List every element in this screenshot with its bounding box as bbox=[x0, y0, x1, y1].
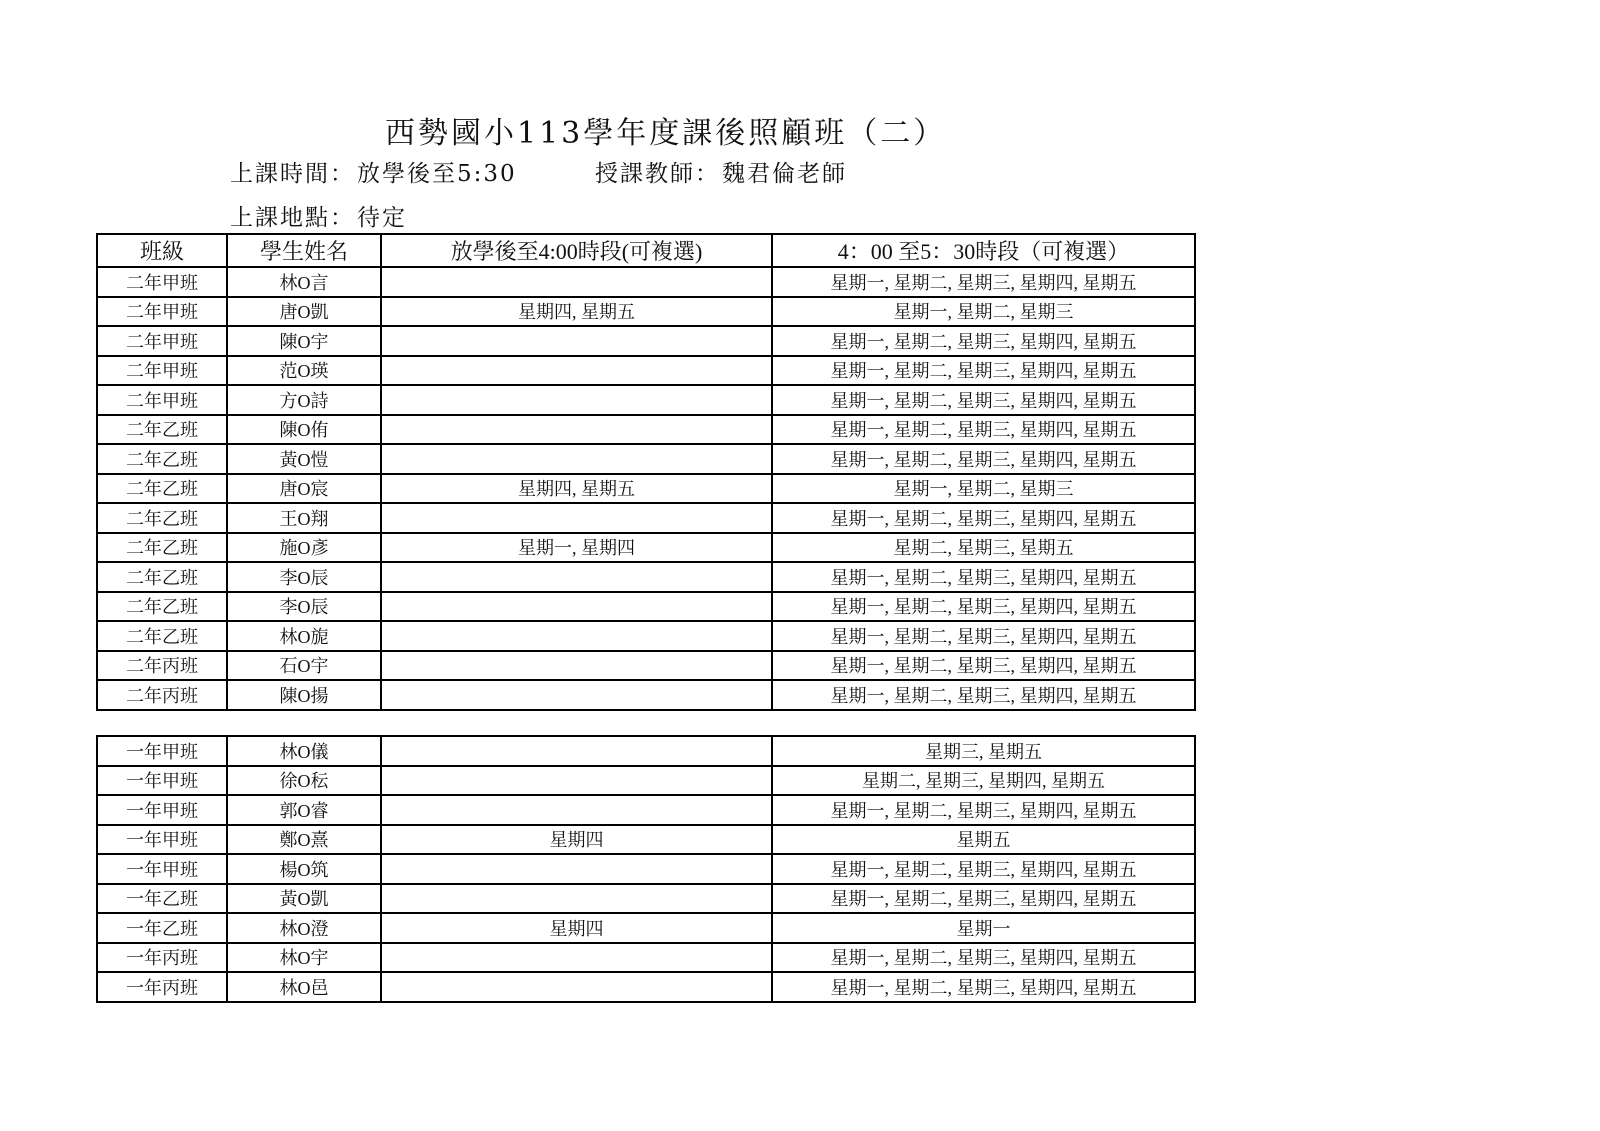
class-time-info bbox=[230, 155, 517, 188]
student-name-cell: 唐O凱 bbox=[227, 297, 381, 327]
slot-until-4-cell bbox=[381, 854, 772, 884]
student-name-cell: 林O澄 bbox=[227, 913, 381, 943]
student-name-cell: 黃O愷 bbox=[227, 444, 381, 474]
class-cell: 一年甲班 bbox=[97, 825, 227, 855]
teacher-info bbox=[595, 155, 847, 188]
class-cell: 二年乙班 bbox=[97, 444, 227, 474]
table-row bbox=[97, 267, 1195, 297]
class-cell: 二年乙班 bbox=[97, 592, 227, 622]
slot-until-4-cell bbox=[381, 972, 772, 1002]
table-row bbox=[97, 972, 1195, 1002]
class-cell: 二年甲班 bbox=[97, 385, 227, 415]
class-cell: 二年甲班 bbox=[97, 267, 227, 297]
student-name-cell: 石O宇 bbox=[227, 651, 381, 681]
slot-4-to-530-cell: 星期一, 星期二, 星期三, 星期四, 星期五 bbox=[772, 943, 1195, 973]
class-time-value: 放學後至5:30 bbox=[357, 161, 517, 187]
student-name-cell: 范O瑛 bbox=[227, 356, 381, 386]
table-row bbox=[97, 913, 1195, 943]
class-cell: 一年乙班 bbox=[97, 884, 227, 914]
class-cell: 二年丙班 bbox=[97, 680, 227, 710]
student-name-cell: 唐O宸 bbox=[227, 474, 381, 504]
table-row bbox=[97, 415, 1195, 445]
slot-4-to-530-cell: 星期一, 星期二, 星期三, 星期四, 星期五 bbox=[772, 621, 1195, 651]
table-row bbox=[97, 766, 1195, 796]
slot-4-to-530-cell: 星期一, 星期二, 星期三, 星期四, 星期五 bbox=[772, 326, 1195, 356]
student-name-cell: 林O言 bbox=[227, 267, 381, 297]
class-cell: 一年甲班 bbox=[97, 766, 227, 796]
slot-until-4-cell: 星期一, 星期四 bbox=[381, 533, 772, 563]
location-label: 上課地點： bbox=[230, 205, 355, 231]
slot-until-4-cell bbox=[381, 766, 772, 796]
class-cell: 二年乙班 bbox=[97, 562, 227, 592]
table-row bbox=[97, 943, 1195, 973]
slot-4-to-530-cell: 星期一, 星期二, 星期三, 星期四, 星期五 bbox=[772, 651, 1195, 681]
slot-until-4-cell bbox=[381, 795, 772, 825]
grade1-roster-table bbox=[96, 735, 1196, 1003]
teacher-value: 魏君倫老師 bbox=[722, 161, 847, 187]
student-name-cell: 林O旎 bbox=[227, 621, 381, 651]
student-name-cell: 林O儀 bbox=[227, 736, 381, 766]
slot-4-to-530-cell: 星期五 bbox=[772, 825, 1195, 855]
teacher-label: 授課教師： bbox=[595, 161, 720, 187]
slot-until-4-cell bbox=[381, 680, 772, 710]
slot-4-to-530-cell: 星期一, 星期二, 星期三, 星期四, 星期五 bbox=[772, 356, 1195, 386]
table-row bbox=[97, 825, 1195, 855]
location-value: 待定 bbox=[357, 205, 407, 231]
student-name-cell: 林O邑 bbox=[227, 972, 381, 1002]
slot-4-to-530-cell: 星期一, 星期二, 星期三, 星期四, 星期五 bbox=[772, 680, 1195, 710]
class-cell: 二年乙班 bbox=[97, 415, 227, 445]
table-row bbox=[97, 680, 1195, 710]
student-name-cell: 陳O宇 bbox=[227, 326, 381, 356]
slot-4-to-530-cell: 星期一, 星期二, 星期三, 星期四, 星期五 bbox=[772, 415, 1195, 445]
student-name-cell: 徐O秐 bbox=[227, 766, 381, 796]
class-cell: 二年甲班 bbox=[97, 356, 227, 386]
student-name-cell: 李O辰 bbox=[227, 592, 381, 622]
student-name-cell: 王O翔 bbox=[227, 503, 381, 533]
student-name-cell: 林O宇 bbox=[227, 943, 381, 973]
class-cell: 二年乙班 bbox=[97, 533, 227, 563]
student-name-cell: 黃O凱 bbox=[227, 884, 381, 914]
slot-4-to-530-cell: 星期一, 星期二, 星期三 bbox=[772, 297, 1195, 327]
table-row bbox=[97, 562, 1195, 592]
class-cell: 一年甲班 bbox=[97, 795, 227, 825]
student-name-cell: 鄭O熹 bbox=[227, 825, 381, 855]
slot-4-to-530-cell: 星期一, 星期二, 星期三, 星期四, 星期五 bbox=[772, 592, 1195, 622]
slot-4-to-530-cell: 星期二, 星期三, 星期五 bbox=[772, 533, 1195, 563]
slot-until-4-cell bbox=[381, 415, 772, 445]
class-time-label: 上課時間： bbox=[230, 161, 355, 187]
slot-until-4-cell bbox=[381, 884, 772, 914]
slot-4-to-530-cell: 星期一, 星期二, 星期三, 星期四, 星期五 bbox=[772, 854, 1195, 884]
table-row bbox=[97, 474, 1195, 504]
slot-until-4-cell bbox=[381, 651, 772, 681]
student-name-cell: 郭O睿 bbox=[227, 795, 381, 825]
slot-4-to-530-cell: 星期一, 星期二, 星期三 bbox=[772, 474, 1195, 504]
slot-until-4-cell bbox=[381, 385, 772, 415]
slot-until-4-cell: 星期四, 星期五 bbox=[381, 297, 772, 327]
class-cell: 一年乙班 bbox=[97, 913, 227, 943]
slot-until-4-cell: 星期四 bbox=[381, 913, 772, 943]
column-header-slot-4-to-530: 4：00 至5：30時段（可複選） bbox=[772, 234, 1195, 267]
table-row bbox=[97, 326, 1195, 356]
class-cell: 一年甲班 bbox=[97, 854, 227, 884]
slot-4-to-530-cell: 星期一, 星期二, 星期三, 星期四, 星期五 bbox=[772, 562, 1195, 592]
table-row bbox=[97, 356, 1195, 386]
student-name-cell: 陳O侑 bbox=[227, 415, 381, 445]
slot-4-to-530-cell: 星期一, 星期二, 星期三, 星期四, 星期五 bbox=[772, 884, 1195, 914]
table-row bbox=[97, 444, 1195, 474]
slot-until-4-cell bbox=[381, 503, 772, 533]
table-row bbox=[97, 736, 1195, 766]
class-cell: 二年甲班 bbox=[97, 326, 227, 356]
slot-until-4-cell bbox=[381, 267, 772, 297]
table-header-row bbox=[97, 234, 1195, 267]
slot-until-4-cell bbox=[381, 326, 772, 356]
location-info bbox=[230, 199, 407, 232]
table-row bbox=[97, 795, 1195, 825]
column-header-class: 班級 bbox=[97, 234, 227, 267]
slot-until-4-cell bbox=[381, 592, 772, 622]
class-cell: 一年丙班 bbox=[97, 943, 227, 973]
student-name-cell: 施O彥 bbox=[227, 533, 381, 563]
slot-until-4-cell: 星期四, 星期五 bbox=[381, 474, 772, 504]
slot-4-to-530-cell: 星期一, 星期二, 星期三, 星期四, 星期五 bbox=[772, 795, 1195, 825]
slot-4-to-530-cell: 星期一 bbox=[772, 913, 1195, 943]
class-cell: 二年甲班 bbox=[97, 297, 227, 327]
class-cell: 二年乙班 bbox=[97, 621, 227, 651]
slot-until-4-cell bbox=[381, 943, 772, 973]
class-cell: 二年丙班 bbox=[97, 651, 227, 681]
column-header-slot-until-4: 放學後至4:00時段(可複選) bbox=[381, 234, 772, 267]
slot-until-4-cell bbox=[381, 356, 772, 386]
column-header-student-name: 學生姓名 bbox=[227, 234, 381, 267]
table-row bbox=[97, 503, 1195, 533]
table-row bbox=[97, 621, 1195, 651]
slot-4-to-530-cell: 星期一, 星期二, 星期三, 星期四, 星期五 bbox=[772, 385, 1195, 415]
student-name-cell: 李O辰 bbox=[227, 562, 381, 592]
class-cell: 二年乙班 bbox=[97, 474, 227, 504]
student-name-cell: 方O詩 bbox=[227, 385, 381, 415]
page-title: 西勢國小113學年度課後照顧班（二） bbox=[385, 116, 947, 151]
slot-until-4-cell bbox=[381, 736, 772, 766]
student-name-cell: 陳O揚 bbox=[227, 680, 381, 710]
class-cell: 一年丙班 bbox=[97, 972, 227, 1002]
slot-until-4-cell: 星期四 bbox=[381, 825, 772, 855]
table-row bbox=[97, 854, 1195, 884]
table-row bbox=[97, 297, 1195, 327]
table-row bbox=[97, 884, 1195, 914]
grade2-roster-table bbox=[96, 233, 1196, 711]
table-row bbox=[97, 533, 1195, 563]
slot-4-to-530-cell: 星期一, 星期二, 星期三, 星期四, 星期五 bbox=[772, 267, 1195, 297]
slot-4-to-530-cell: 星期三, 星期五 bbox=[772, 736, 1195, 766]
class-cell: 二年乙班 bbox=[97, 503, 227, 533]
slot-until-4-cell bbox=[381, 444, 772, 474]
student-name-cell: 楊O筑 bbox=[227, 854, 381, 884]
slot-4-to-530-cell: 星期一, 星期二, 星期三, 星期四, 星期五 bbox=[772, 972, 1195, 1002]
slot-4-to-530-cell: 星期一, 星期二, 星期三, 星期四, 星期五 bbox=[772, 444, 1195, 474]
slot-until-4-cell bbox=[381, 621, 772, 651]
table-row bbox=[97, 385, 1195, 415]
slot-4-to-530-cell: 星期二, 星期三, 星期四, 星期五 bbox=[772, 766, 1195, 796]
slot-until-4-cell bbox=[381, 562, 772, 592]
table-row bbox=[97, 651, 1195, 681]
class-cell: 一年甲班 bbox=[97, 736, 227, 766]
table-row bbox=[97, 592, 1195, 622]
slot-4-to-530-cell: 星期一, 星期二, 星期三, 星期四, 星期五 bbox=[772, 503, 1195, 533]
grade2-rows bbox=[97, 267, 1195, 710]
grade1-rows bbox=[97, 736, 1195, 1002]
